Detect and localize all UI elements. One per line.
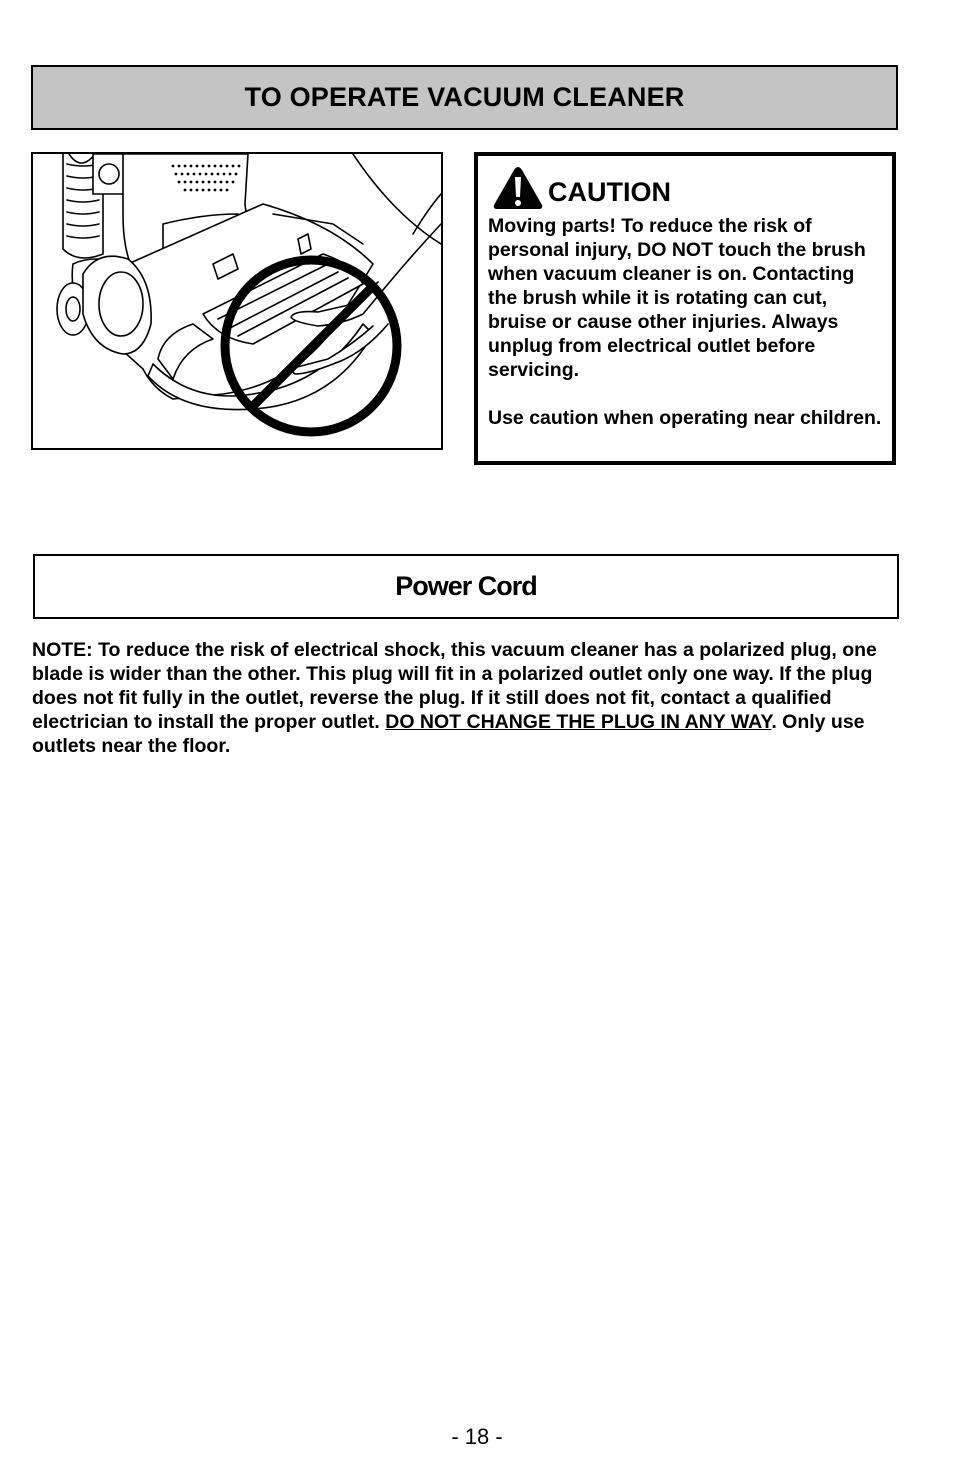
- caution-box: [474, 152, 896, 465]
- caution-paragraph-2: Use caution when operating near children.: [488, 407, 882, 429]
- vacuum-brush-illustration: [31, 152, 443, 450]
- note-underlined-warning: DO NOT CHANGE THE PLUG IN ANY WAY: [385, 711, 772, 733]
- section-title: TO OPERATE VACUUM CLEANER: [244, 82, 685, 112]
- warning-triangle-icon: [492, 165, 544, 211]
- page-number: - 18 -: [451, 1424, 503, 1449]
- power-cord-header: [33, 554, 899, 619]
- power-cord-note: [32, 638, 904, 758]
- no-touch-brush-icon: [33, 154, 441, 448]
- power-cord-title: Power Cord: [395, 571, 537, 601]
- section-header: [31, 65, 898, 130]
- caution-body: [488, 214, 888, 430]
- note-text: NOTE: To reduce the risk of electrical shock, this vacuum cleaner has a polarized plug, one blade is wider than the other. This plug will fit in a polarized outlet only one way. If the plug does not fit fully in the outlet, reverse the plug. If it still does not fit, contact a qualified electrician to install the proper outlet.: [32, 639, 877, 733]
- note-tail: . Only use outlets near the floor.: [32, 711, 865, 757]
- caution-paragraph-1: Moving parts! To reduce the risk of personal injury, DO NOT touch the brush when vacuum cleaner is on. Contacting the brush while it is rotating can cut, bruise or cause other injuries. Always unplug from electrical outlet before servicing.: [488, 215, 866, 381]
- caution-header: [492, 165, 671, 211]
- caution-title: CAUTION: [548, 176, 671, 207]
